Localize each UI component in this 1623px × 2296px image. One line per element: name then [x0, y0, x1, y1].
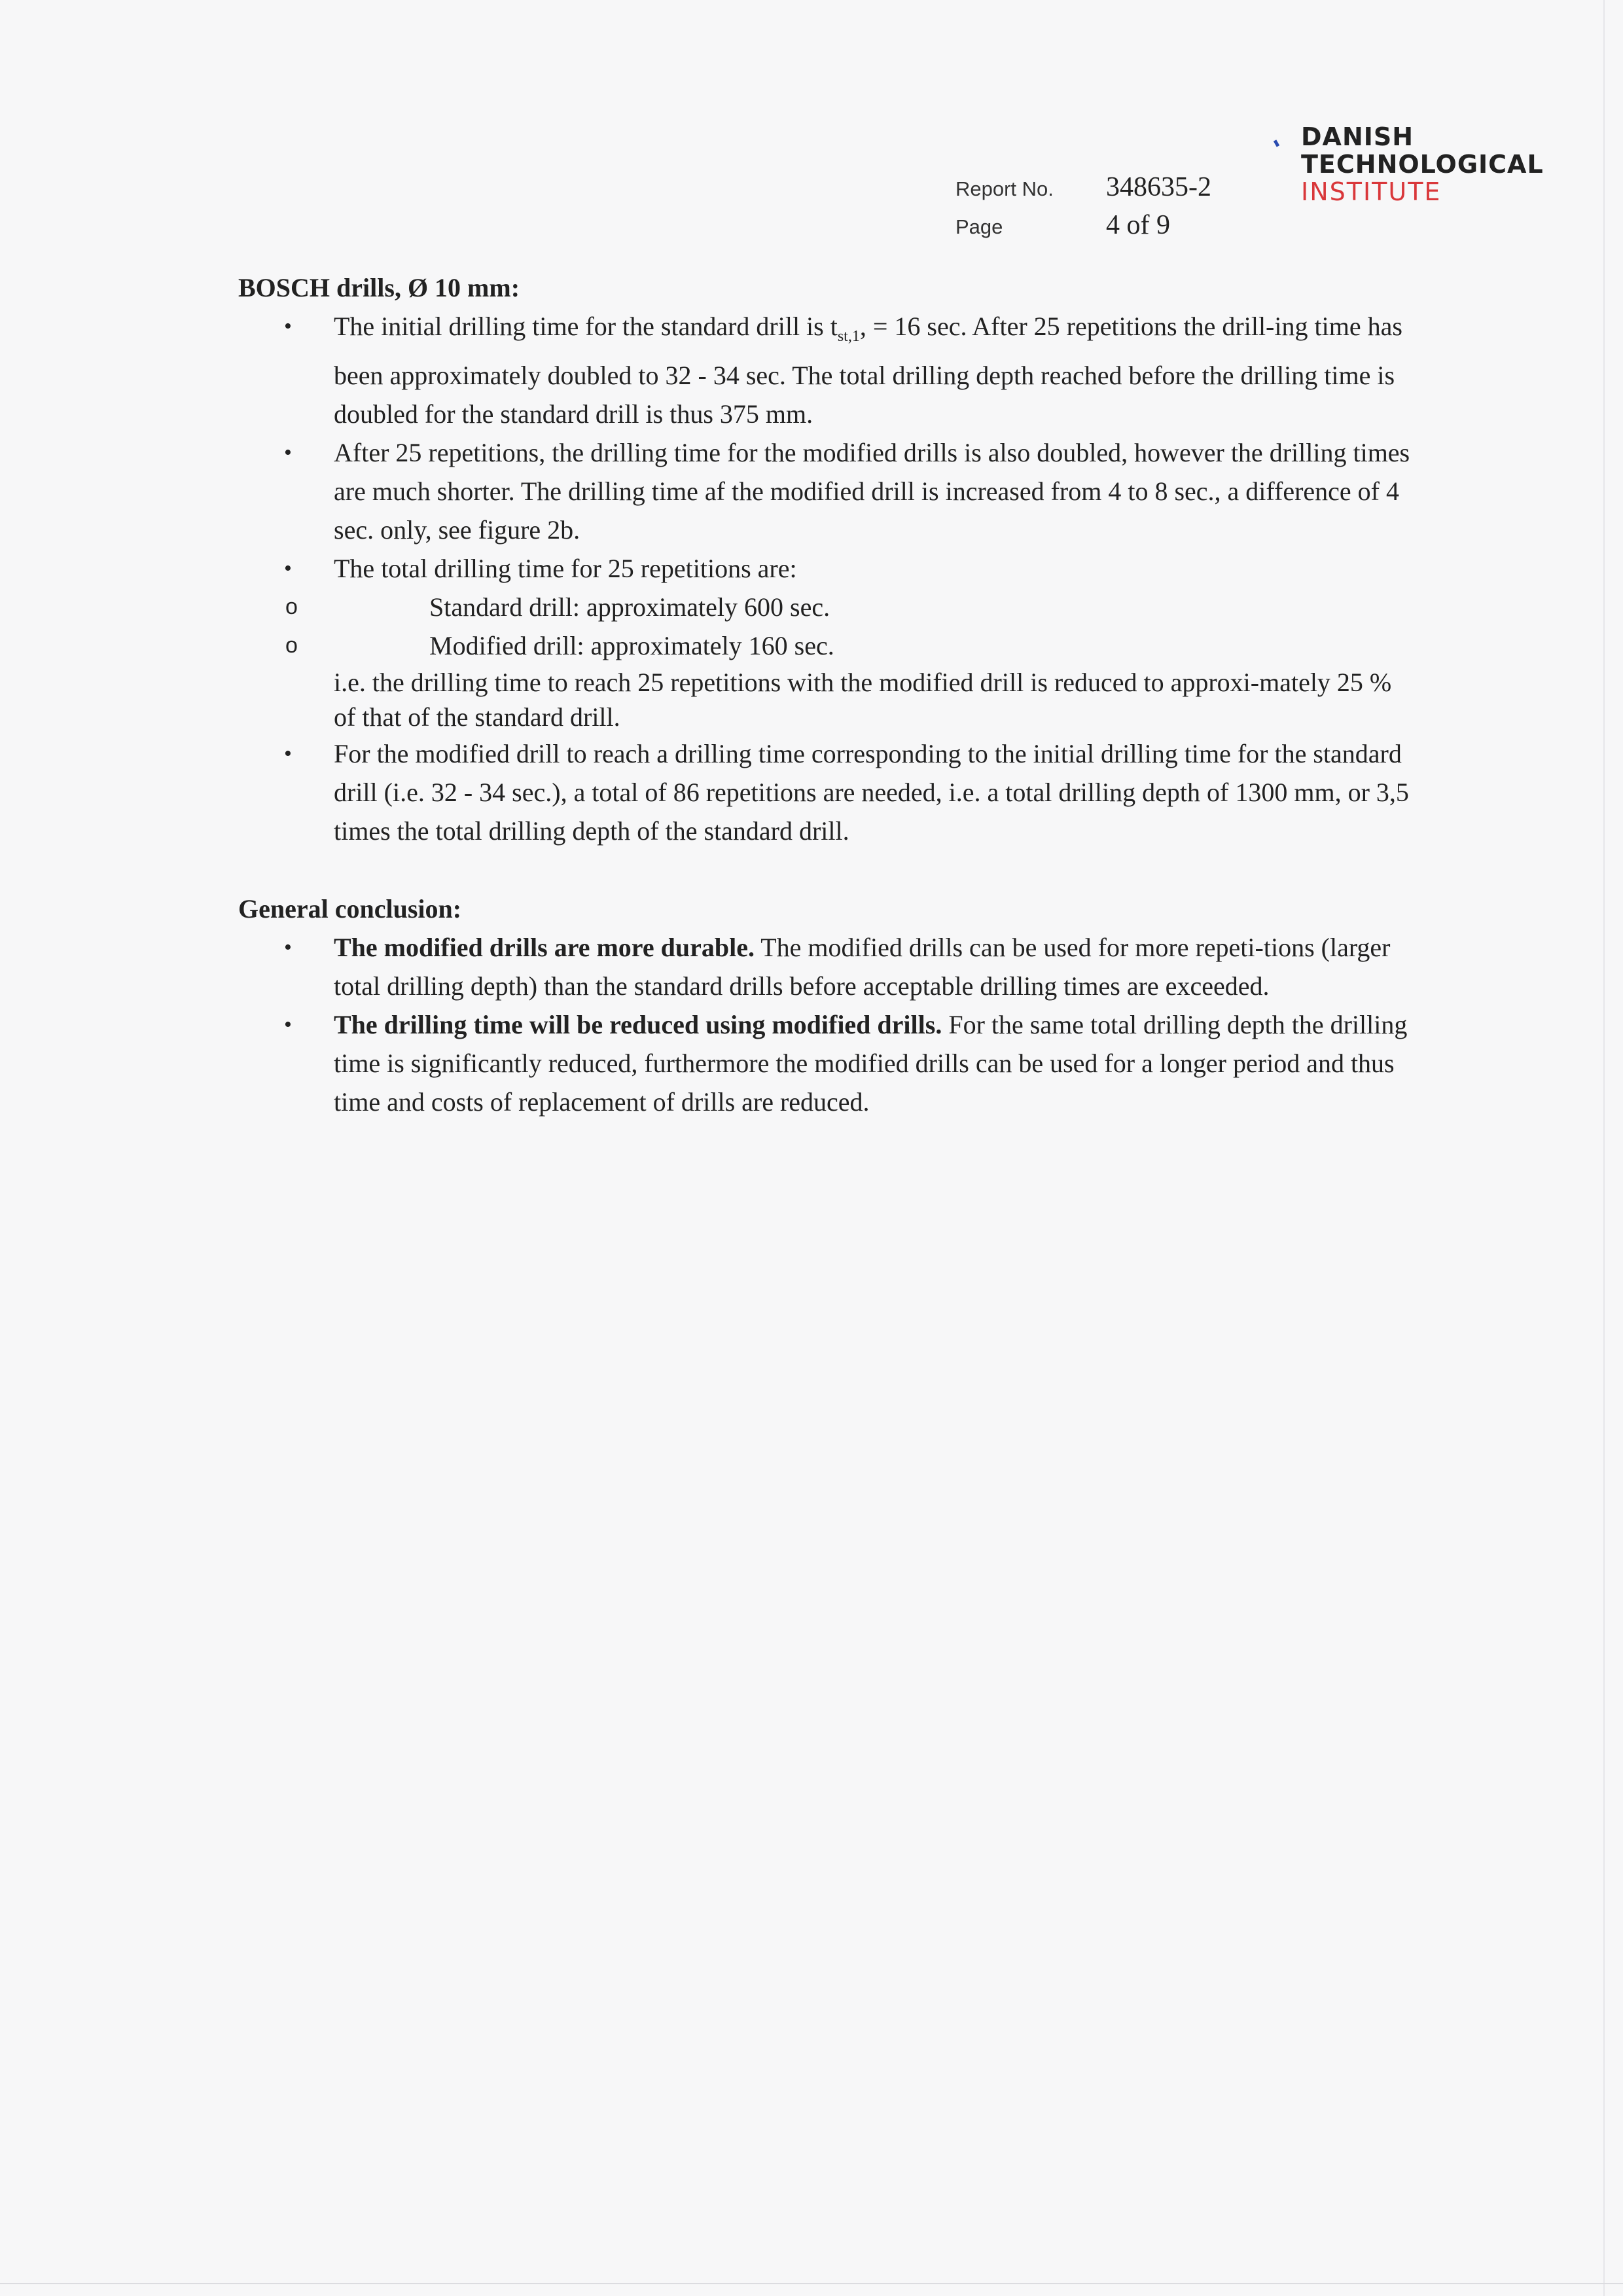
- list-item: [238, 588, 1416, 626]
- list-item: [238, 549, 1416, 588]
- bullet-icon: •: [284, 440, 292, 465]
- list-item: [238, 307, 1416, 433]
- finding-3-text: The total drilling time for 25 repetitions are:: [334, 554, 797, 583]
- page-number-value: 4 of 9: [1106, 210, 1170, 240]
- section-heading-conclusion: General conclusion:: [238, 894, 462, 924]
- sub-bullet-icon: o: [285, 633, 298, 658]
- list-item: [238, 734, 1416, 850]
- list-item: [238, 626, 1416, 665]
- conclusion-1-text: The modified drills can be used for more repeti-tions (larger total drilling depth) than the standard drills before acceptable drilling times are exceeded.: [334, 933, 1391, 1001]
- bosch-findings-list-continued: [238, 734, 1416, 850]
- page-number-row: [955, 209, 1211, 247]
- standard-drill-total: Standard drill: approximately 600 sec.: [429, 592, 830, 622]
- conclusion-list: [238, 928, 1416, 1121]
- logo-line-1: DANISH: [1301, 122, 1414, 151]
- repetition-note: i.e. the drilling time to reach 25 repetitions with the modified drill is reduced to approxi-mately 25 % of that of the standard drill.: [334, 668, 1392, 732]
- logo-mark-icon: [1274, 139, 1279, 147]
- logo-line-3: INSTITUTE: [1301, 177, 1442, 206]
- list-item: [238, 433, 1416, 549]
- finding-1-text-end: , = 16 sec. After 25 repetitions the drill-ing time has been approximately doubled to 32 - 34 sec. The total drilling depth reached before the drilling time is doubled for the standard drill is thus 375 mm.: [334, 312, 1402, 429]
- section-heading-bosch: BOSCH drills, Ø 10 mm:: [238, 273, 520, 302]
- bullet-icon: •: [284, 314, 292, 338]
- finding-4-text: For the modified drill to reach a drilling time corresponding to the initial drilling time for the standard drill (i.e. 32 - 34 sec.), a total of 86 repetitions are needed, i.e. a total drilling depth of 1300 mm, or 3,5 times the total drilling depth of the standard drill.: [334, 739, 1409, 846]
- finding-1-subscript: st,1: [837, 328, 860, 345]
- finding-2-text: After 25 repetitions, the drilling time for the modified drills is also doubled, however the drilling times are much shorter. The drilling time af the modified drill is increased from 4 to 8 sec., a difference of 4 sec. only, see figure 2b.: [334, 438, 1410, 545]
- bullet-icon: •: [284, 935, 292, 960]
- drilling-time-sublist: [238, 588, 1416, 665]
- section-spacer: [238, 850, 1416, 889]
- bullet-icon: •: [284, 742, 292, 766]
- report-body: [238, 268, 1416, 1121]
- bullet-icon: •: [284, 556, 292, 581]
- sub-bullet-icon: o: [285, 594, 298, 619]
- conclusion-2-bold: The drilling time will be reduced using modified drills.: [334, 1010, 942, 1039]
- bosch-findings-list: [238, 307, 1416, 588]
- conclusion-1-bold: The modified drills are more durable.: [334, 933, 755, 962]
- bullet-icon: •: [284, 1013, 292, 1037]
- report-number-value: 348635-2: [1106, 172, 1211, 202]
- page-number-label: Page: [955, 215, 1003, 238]
- danish-technological-institute-logo: [1301, 123, 1544, 206]
- report-number-label: Report No.: [955, 177, 1054, 200]
- modified-drill-total: Modified drill: approximately 160 sec.: [429, 631, 834, 660]
- finding-1-text-start: The initial drilling time for the standard drill is t: [334, 312, 838, 341]
- page-edge-bottom: [0, 2283, 1623, 2284]
- list-item: [238, 1005, 1416, 1121]
- page-edge-right: [1603, 0, 1605, 2296]
- report-meta: [955, 171, 1211, 247]
- list-item: [238, 928, 1416, 1005]
- report-number-row: [955, 171, 1211, 209]
- logo-line-2: TECHNOLOGICAL: [1301, 150, 1544, 179]
- conclusion-2-text: For the same total drilling depth the drilling time is significantly reduced, furthermore the modified drills can be used for a longer period and thus time and costs of replacement of drills are reduced.: [334, 1010, 1408, 1117]
